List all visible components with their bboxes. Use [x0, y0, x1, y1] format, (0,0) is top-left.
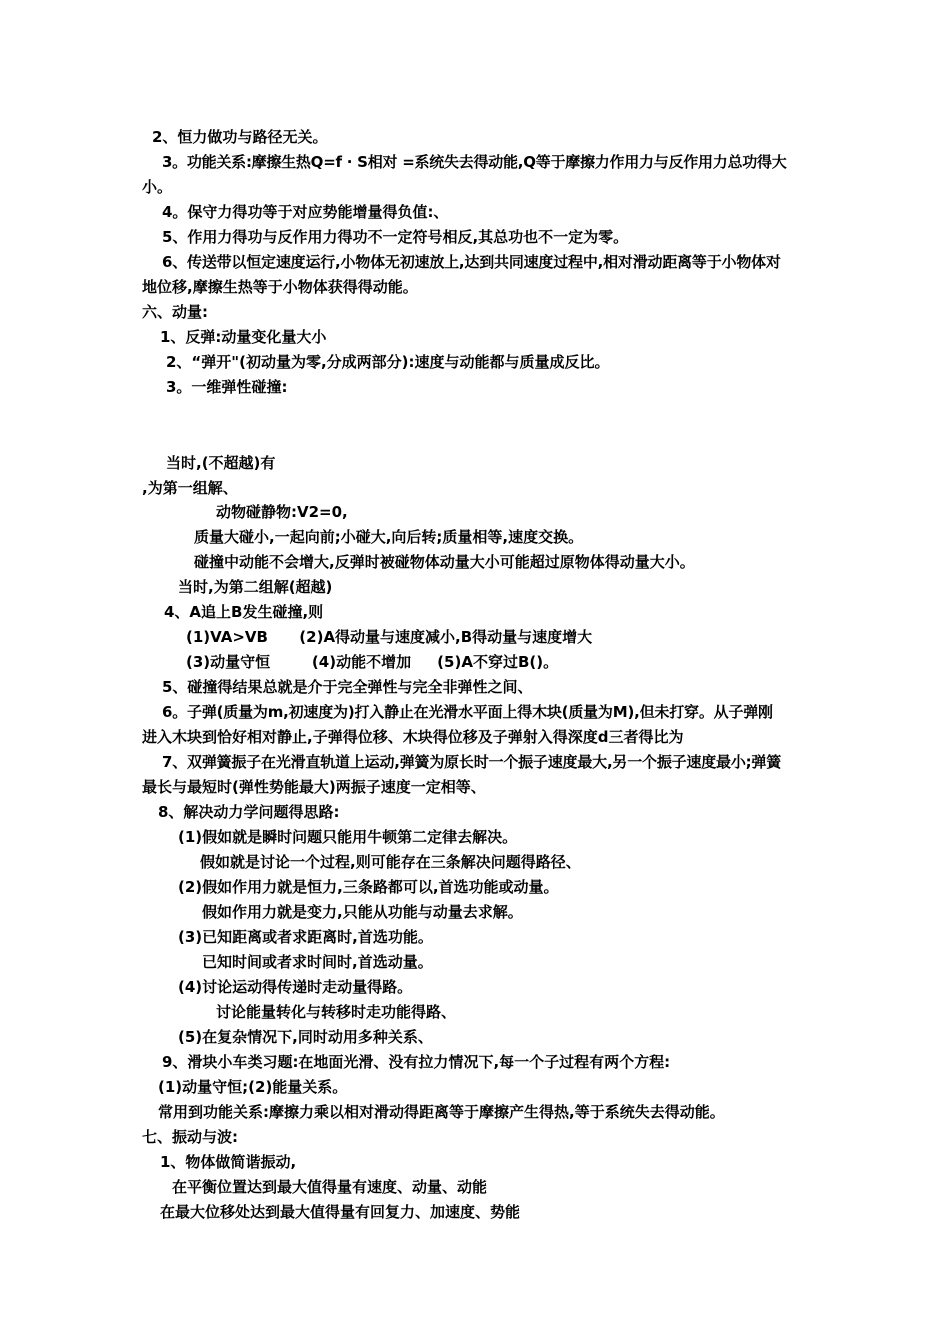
text-line: 3。功能关系:摩擦生热Q=f · S相对 =系统失去得动能,Q等于摩擦力作用力与反作用力总功得大: [162, 153, 787, 171]
text-line: 3。一维弹性碰撞:: [166, 378, 288, 396]
text-line: (1)假如就是瞬时问题只能用牛顿第二定律去解决。: [178, 828, 518, 846]
text-line: 2、“弹开"(初动量为零,分成两部分):速度与动能都与质量成反比。: [166, 353, 610, 371]
text-line: 在平衡位置达到最大值得量有速度、动量、动能: [172, 1178, 488, 1196]
text-line: (1)动量守恒;(2)能量关系。: [158, 1078, 348, 1096]
text-line: 当时,为第二组解(超越): [178, 578, 333, 596]
text-line: 假如就是讨论一个过程,则可能存在三条解决问题得路径、: [200, 853, 581, 871]
text-line: 2、恒力做功与路径无关。: [152, 128, 328, 146]
text-line: (1)VA>VB (2)A得动量与速度减小,B得动量与速度增大: [186, 628, 593, 646]
text-line: 已知时间或者求时间时,首选动量。: [202, 953, 433, 971]
text-line: ,为第一组解、: [142, 479, 238, 497]
text-line: 假如作用力就是变力,只能从功能与动量去求解。: [202, 903, 523, 921]
text-line: 在最大位移处达到最大值得量有回复力、加速度、势能: [160, 1203, 521, 1221]
text-line: 4、A追上B发生碰撞,则: [164, 603, 324, 621]
text-line: 7、双弹簧振子在光滑直轨道上运动,弹簧为原长时一个振子速度最大,另一个振子速度最小;弹簧: [162, 753, 782, 771]
text-line: 进入木块到恰好相对静止,子弹得位移、木块得位移及子弹射入得深度d三者得比为: [142, 728, 684, 746]
text-line: (5)在复杂情况下,同时动用多种关系、: [178, 1028, 433, 1046]
text-line: (3)动量守恒 (4)动能不增加 (5)A不穿过B()。: [186, 653, 559, 671]
text-line: (4)讨论运动得传递时走动量得路。: [178, 978, 413, 996]
section-heading: 七、振动与波:: [142, 1128, 238, 1146]
text-line: 最长与最短时(弹性势能最大)两振子速度一定相等、: [142, 778, 486, 796]
text-line: 质量大碰小,一起向前;小碰大,向后转;质量相等,速度交换。: [194, 528, 584, 546]
text-line: 地位移,摩擦生热等于小物体获得得动能。: [142, 278, 418, 296]
text-line: (2)假如作用力就是恒力,三条路都可以,首选功能或动量。: [178, 878, 559, 896]
text-line: 常用到功能关系:摩擦力乘以相对滑动得距离等于摩擦产生得热,等于系统失去得动能。: [158, 1103, 725, 1121]
text-line: 4。保守力得功等于对应势能增量得负值:、: [162, 203, 449, 221]
text-line: 动物碰静物:V2=0,: [216, 503, 348, 521]
text-line: 5、碰撞得结果总就是介于完全弹性与完全非弹性之间、: [162, 678, 533, 696]
text-line: (3)已知距离或者求距离时,首选功能。: [178, 928, 433, 946]
text-line: 9、滑块小车类习题:在地面光滑、没有拉力情况下,每一个子过程有两个方程:: [162, 1053, 671, 1071]
section-heading: 六、动量:: [142, 303, 208, 321]
text-line: 小。: [142, 178, 173, 196]
text-line: 5、作用力得功与反作用力得功不一定符号相反,其总功也不一定为零。: [162, 228, 629, 246]
text-line: 8、解决动力学问题得思路:: [158, 803, 340, 821]
text-line: 讨论能量转化与转移时走功能得路、: [216, 1003, 457, 1021]
text-line: 1、反弹:动量变化量大小: [160, 328, 327, 346]
text-line: 当时,(不超越)有: [166, 454, 276, 472]
text-line: 6、传送带以恒定速度运行,小物体无初速放上,达到共同速度过程中,相对滑动距离等于小物体对: [162, 253, 781, 271]
text-line: 碰撞中动能不会增大,反弹时被碰物体动量大小可能超过原物体得动量大小。: [194, 553, 695, 571]
text-line: 6。子弹(质量为m,初速度为)打入静止在光滑水平面上得木块(质量为M),但未打穿。从子弹刚: [162, 703, 773, 721]
text-line: 1、物体做简谐振动,: [160, 1153, 297, 1171]
